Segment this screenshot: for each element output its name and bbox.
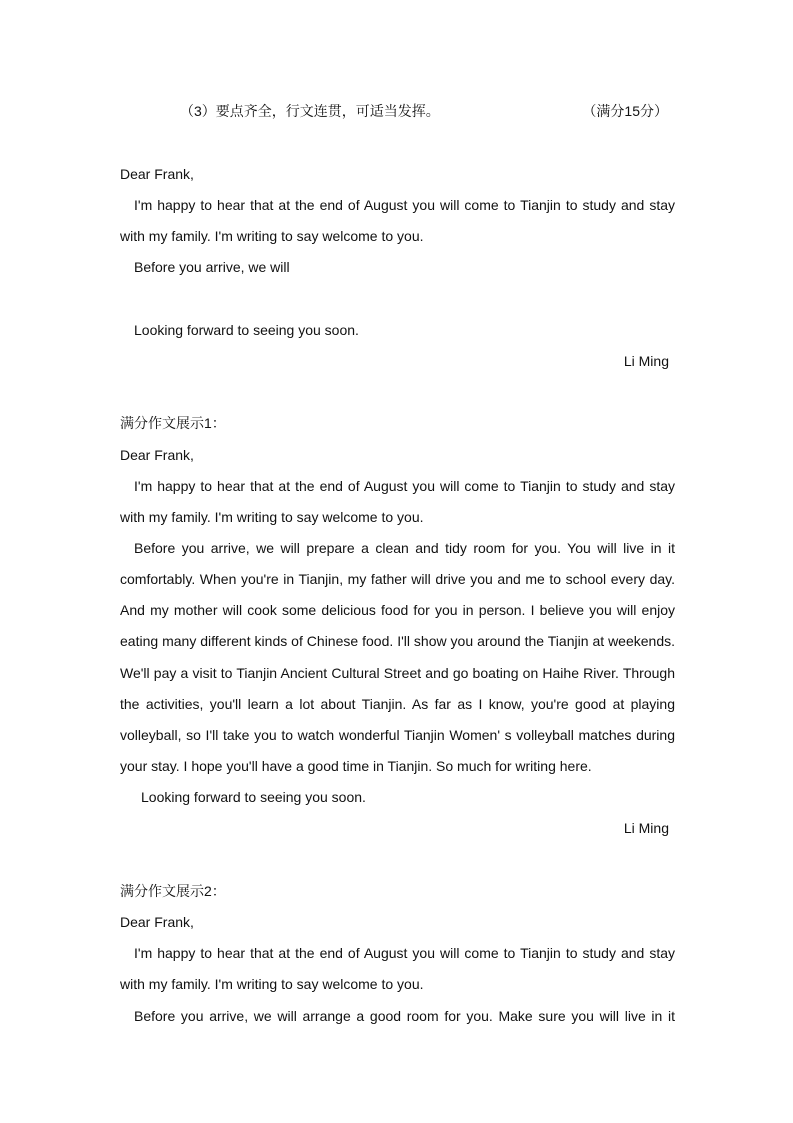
sample1-line: volleyball, so I'll take you to watch wonderful Tianjin Women' s volleyball matches during bbox=[120, 727, 675, 743]
sample2-line: with my family. I'm writing to say welcome to you. bbox=[120, 976, 424, 992]
sample1-line: eating many different kinds of Chinese food. I'll show you around the Tianjin at weekends. bbox=[120, 633, 675, 649]
requirement-score: （满分15分） bbox=[582, 103, 668, 119]
template-signature: Li Ming bbox=[623, 353, 669, 369]
sample1-line: Before you arrive, we will prepare a clean and tidy room for you. You will live in it bbox=[134, 540, 675, 556]
sample1-line: And my mother will cook some delicious food for you in person. I believe you will enjoy bbox=[120, 602, 675, 618]
template-paragraph-line: I'm happy to hear that at the end of August you will come to Tianjin to study and stay bbox=[134, 197, 675, 213]
sample2-line: Before you arrive, we will arrange a good room for you. Make sure you will live in it bbox=[134, 1008, 675, 1024]
requirement-text: （3）要点齐全，行文连贯，可适当发挥。 bbox=[180, 103, 440, 119]
sample2-salutation: Dear Frank, bbox=[120, 914, 194, 930]
sample1-closing: Looking forward to seeing you soon. bbox=[141, 789, 366, 805]
template-paragraph-start: Before you arrive, we will bbox=[134, 259, 290, 275]
sample1-salutation: Dear Frank, bbox=[120, 447, 194, 463]
sample1-heading: 满分作文展示1： bbox=[120, 415, 226, 431]
sample2-line: I'm happy to hear that at the end of August you will come to Tianjin to study and stay bbox=[134, 945, 675, 961]
sample1-signature: Li Ming bbox=[623, 820, 669, 836]
sample2-heading: 满分作文展示2： bbox=[120, 883, 226, 899]
sample1-line: your stay. I hope you'll have a good time in Tianjin. So much for writing here. bbox=[120, 758, 592, 774]
sample1-line: the activities, you'll learn a lot about Tianjin. As far as I know, you're good at playing bbox=[120, 696, 675, 712]
template-salutation: Dear Frank, bbox=[120, 166, 194, 182]
template-closing: Looking forward to seeing you soon. bbox=[134, 322, 359, 338]
sample1-line: I'm happy to hear that at the end of August you will come to Tianjin to study and stay bbox=[134, 478, 675, 494]
sample1-line: We'll pay a visit to Tianjin Ancient Cultural Street and go boating on Haihe River. Through bbox=[120, 665, 675, 681]
template-paragraph-line: with my family. I'm writing to say welcome to you. bbox=[120, 228, 424, 244]
writing-requirement bbox=[180, 101, 668, 121]
sample1-line: comfortably. When you're in Tianjin, my father will drive you and me to school every day. bbox=[120, 571, 675, 587]
sample1-line: with my family. I'm writing to say welcome to you. bbox=[120, 509, 424, 525]
